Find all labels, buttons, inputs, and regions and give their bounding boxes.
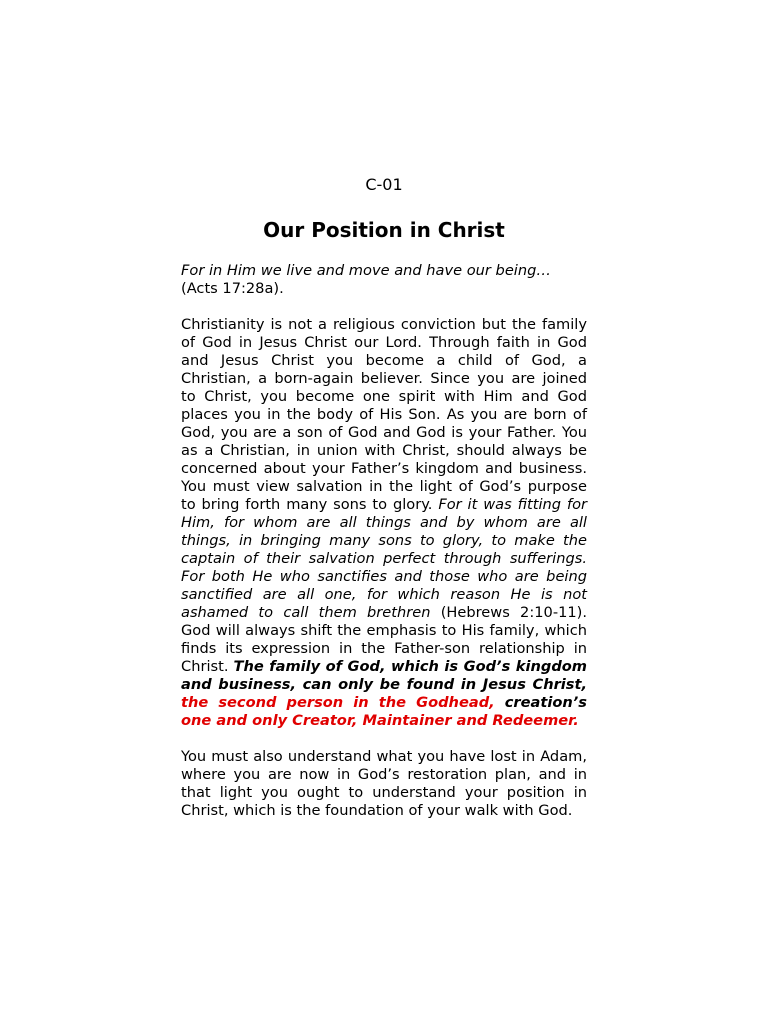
emphasis-red-text-1: the second person in the Godhead, [181,694,495,711]
scripture-quote: For it was fitting for Him, for whom are all things and by whom are all things, in bringing many sons to glory, to make the captain of their salvation perfect through sufferings. For both He who sanctifies and those who are being sanctified are all one, for which reason He is not ashamed to call them brethren [181,496,587,621]
paragraph-1 [181,316,587,730]
paragraph-2: You must also understand what you have lost in Adam, where you are now in God’s restoration plan, and in that light you ought to understand your position in Christ, which is the foundation of your walk with God. [181,748,587,819]
paragraph-1-intro: Christianity is not a religious conviction but the family of God in Jesus Christ our Lord. Through faith in God and Jesus Christ you become a child of God, a Christian, a born-again believer. Since you are joined to Christ, you become one spirit with Him and God places you in the body of His Son. As you are born of God, you are a son of God and God is your Father. You as a Christian, in union with Christ, should always be concerned about your Father’s kingdom and business. You must view salvation in the light of God’s purpose to bring forth many sons to glory. [181,316,587,513]
epigraph [181,262,587,298]
emphasis-red-text-2: one and only Creator, Maintainer and Redeemer. [181,712,579,729]
document-body [181,262,587,838]
scripture-reference: (Hebrews 2:10-11). God will always shift the emphasis to His family, which finds its expression in the Father-son relationship in Christ. [181,604,588,675]
chapter-code: C-01 [365,175,403,194]
epigraph-quote: For in Him we live and move and have our being… [181,262,551,279]
page-title: Our Position in Christ [263,218,505,242]
emphasis-text-2: creation’s [494,694,587,711]
epigraph-reference: (Acts 17:28a). [181,280,284,297]
emphasis-text-1: The family of God, which is God’s kingdom and business, can only be found in Jesus Christ, [181,658,587,693]
